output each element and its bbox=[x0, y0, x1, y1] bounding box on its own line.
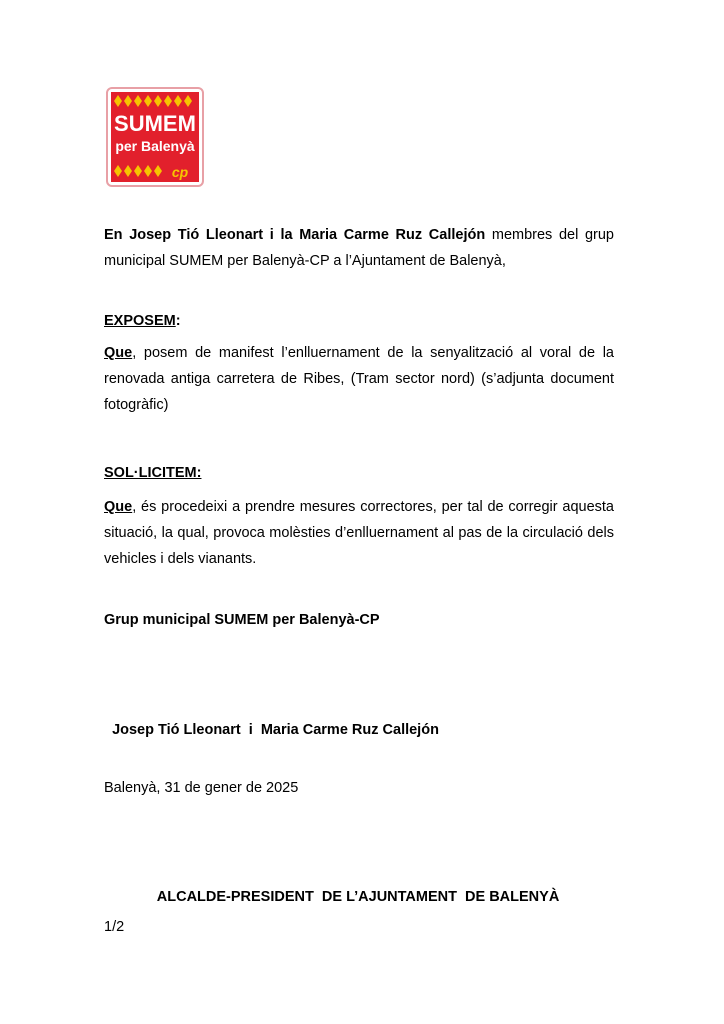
solicitem-lead: Que bbox=[104, 499, 133, 515]
logo-line2: per Balenyà bbox=[115, 138, 195, 154]
logo-line1: SUMEM bbox=[114, 111, 196, 136]
place-date: Balenyà, 31 de gener de 2025 bbox=[104, 780, 299, 796]
addressee: ALCALDE-PRESIDENT DE L’AJUNTAMENT DE BALENYÀ bbox=[156, 889, 560, 905]
group-signature: Grup municipal SUMEM per Balenyà-CP bbox=[104, 612, 380, 628]
party-logo bbox=[106, 87, 204, 187]
solicitem-text: , és procedeixi a prendre mesures correctores, per tal de corregir aquesta situació, la qual, provoca molèsties d’enlluernament al pas de la circulació dels vehicles i dels vianants. bbox=[104, 499, 614, 567]
solicitem-heading: SOL·LICITEM: bbox=[104, 465, 202, 481]
exposem-lead: Que bbox=[104, 345, 133, 361]
exposem-text: , posem de manifest l’enlluernament de la senyalització al voral de la renovada antiga carretera de Ribes, (Tram sector nord) (s’adjunta document fotogràfic) bbox=[104, 345, 614, 413]
solicitem-paragraph bbox=[104, 494, 614, 572]
intro-paragraph bbox=[104, 222, 614, 274]
exposem-paragraph bbox=[104, 340, 614, 418]
intro-names: En Josep Tió Lleonart i la Maria Carme Ruz Callejón bbox=[104, 227, 486, 243]
logo-mark: cp bbox=[171, 164, 189, 180]
page-number: 1/2 bbox=[104, 919, 125, 935]
intro-rest: membres del grup municipal SUMEM per Balenyà-CP a l’Ajuntament de Balenyà, bbox=[104, 227, 614, 269]
signatories: Josep Tió Lleonart i Maria Carme Ruz Callejón bbox=[112, 722, 439, 738]
exposem-heading: EXPOSEM: bbox=[104, 313, 181, 329]
